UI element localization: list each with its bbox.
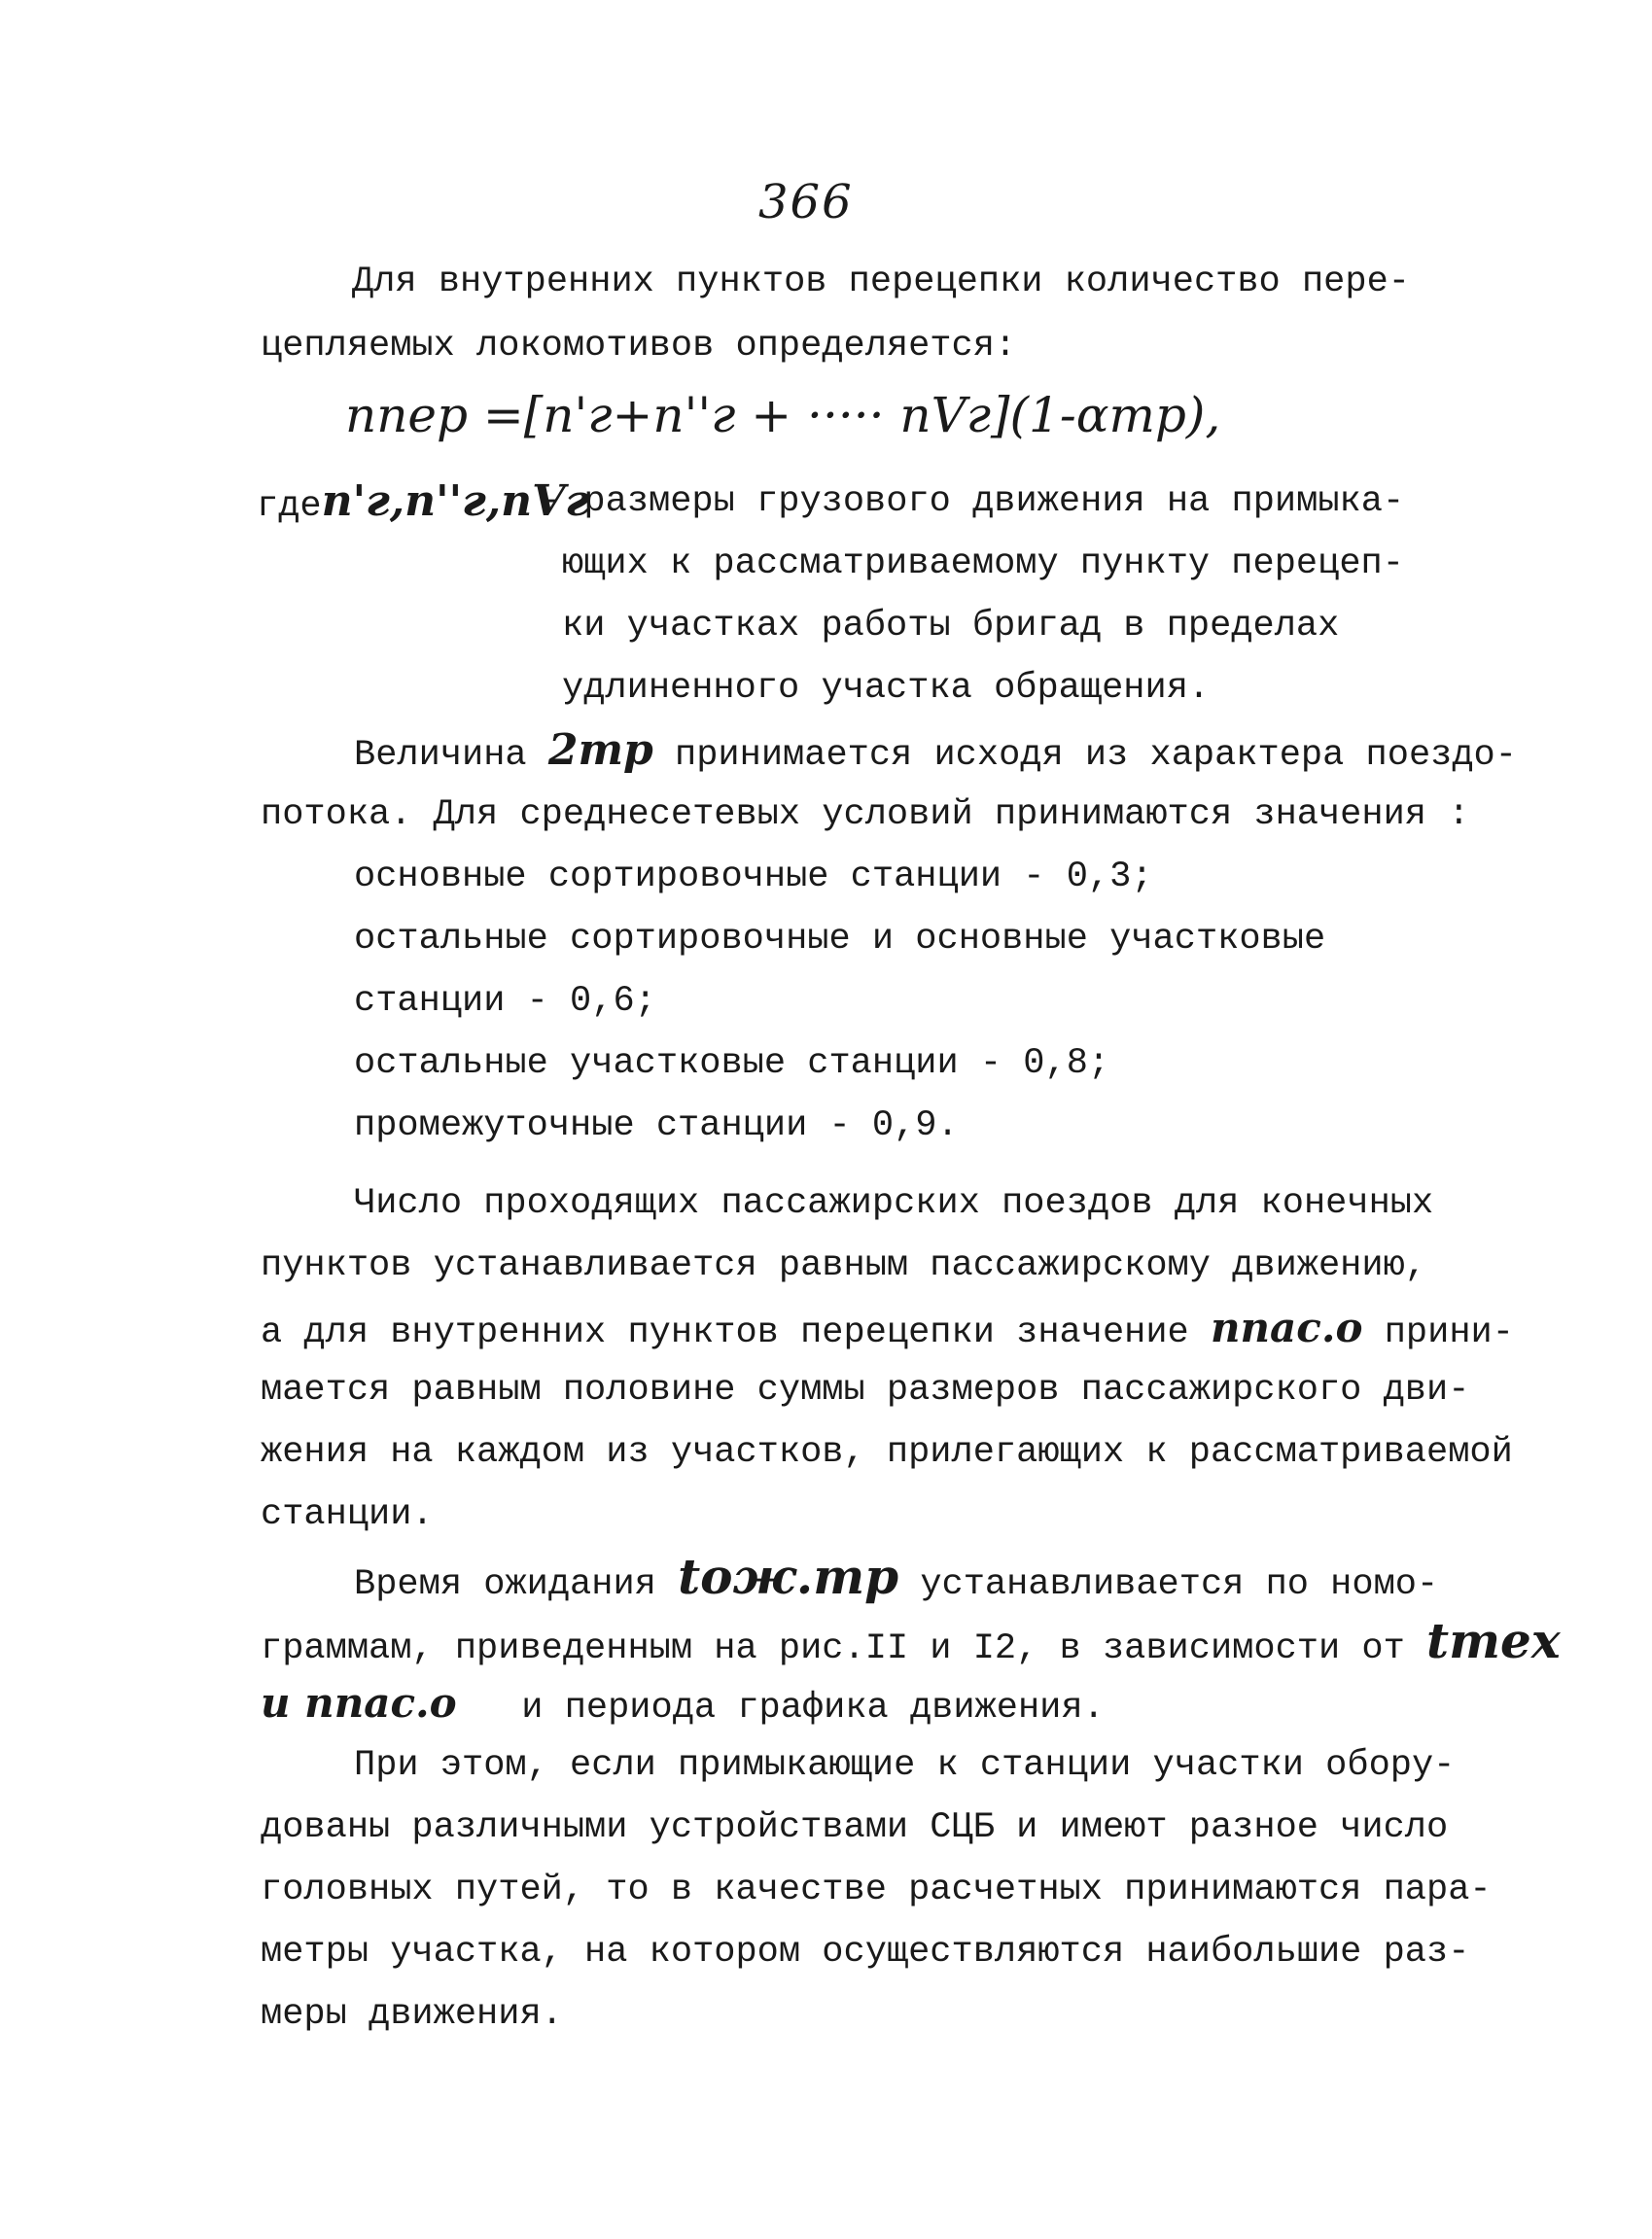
symbol-n-pas-o: nпас.о bbox=[1210, 1304, 1363, 1351]
para5-line3: головных путей, то в качестве расчетных принимаются пара- bbox=[261, 1870, 1492, 1910]
para4-line3: и nпас.о и периода графика движения. bbox=[261, 1679, 1105, 1729]
para4-line2: граммам, приведенным на рис.II и I2, в зависимости от tтех bbox=[261, 1612, 1561, 1669]
where-prefix-line bbox=[257, 476, 590, 528]
para3-line1: Число проходящих пассажирских поездов для конечных bbox=[354, 1183, 1434, 1224]
where-line4: удлиненного участка обращения. bbox=[562, 668, 1211, 709]
list-item-3: остальные участковые станции - 0,8; bbox=[354, 1043, 1110, 1084]
symbol-t-teh: tтех bbox=[1426, 1612, 1561, 1669]
symbol-alpha-tr: 2тр bbox=[547, 725, 653, 775]
para4-line1: Время ожидания tож.тр устанавливается по номо- bbox=[354, 1548, 1439, 1605]
where-line1: - размеры грузового движения на примыка- bbox=[541, 481, 1405, 522]
para3-line3: а для внутренних пунктов перецепки значение nпас.о прини- bbox=[261, 1304, 1514, 1353]
para5-line1: При этом, если примыкающие к станции участки обору- bbox=[354, 1745, 1456, 1786]
para1-line2: цепляемых локомотивов определяется: bbox=[261, 326, 1017, 367]
list-item-2-line2: станции - 0,6; bbox=[354, 981, 656, 1022]
where-prefix: где bbox=[257, 486, 322, 527]
where-line3: ки участках работы бригад в пределах bbox=[562, 606, 1340, 647]
para3-line6: станции. bbox=[261, 1494, 434, 1535]
para5-line4: метры участка, на котором осуществляются наибольшие раз- bbox=[261, 1932, 1470, 1973]
list-item-2-line1: остальные сортировочные и основные участковые bbox=[354, 919, 1326, 960]
para1-line1: Для внутренних пунктов перецепки количество пере- bbox=[352, 262, 1410, 302]
para2-line1: Величина 2тр принимается исходя из характера поездо- bbox=[354, 725, 1517, 776]
para5-line2: дованы различными устройствами СЦБ и имеют разное число bbox=[261, 1807, 1449, 1848]
where-line2: ющих к рассматриваемому пункту перецеп- bbox=[562, 543, 1404, 584]
para3-line4: мается равным половине суммы размеров пассажирского дви- bbox=[261, 1370, 1470, 1411]
where-symbols: n'г,n''г,nVг bbox=[321, 476, 590, 526]
formula: nпер =[n'г+n''г + ····· nVг](1-αтр), bbox=[345, 387, 1221, 443]
page-number: 366 bbox=[758, 175, 854, 229]
list-item-4: промежуточные станции - 0,9. bbox=[354, 1105, 959, 1146]
symbol-i-n-pas-o: и nпас.о bbox=[261, 1679, 457, 1727]
symbol-t-ozh-tr: tож.тр bbox=[678, 1548, 899, 1605]
para3-line5: жения на каждом из участков, прилегающих к рассматриваемой bbox=[261, 1432, 1513, 1473]
para2-line2: потока. Для среднесетевых условий принимаются значения : bbox=[261, 794, 1470, 835]
para5-line5: меры движения. bbox=[261, 1994, 563, 2035]
para3-line2: пунктов устанавливается равным пассажирскому движению, bbox=[261, 1245, 1426, 1286]
list-item-1: основные сортировочные станции - 0,3; bbox=[354, 857, 1153, 897]
